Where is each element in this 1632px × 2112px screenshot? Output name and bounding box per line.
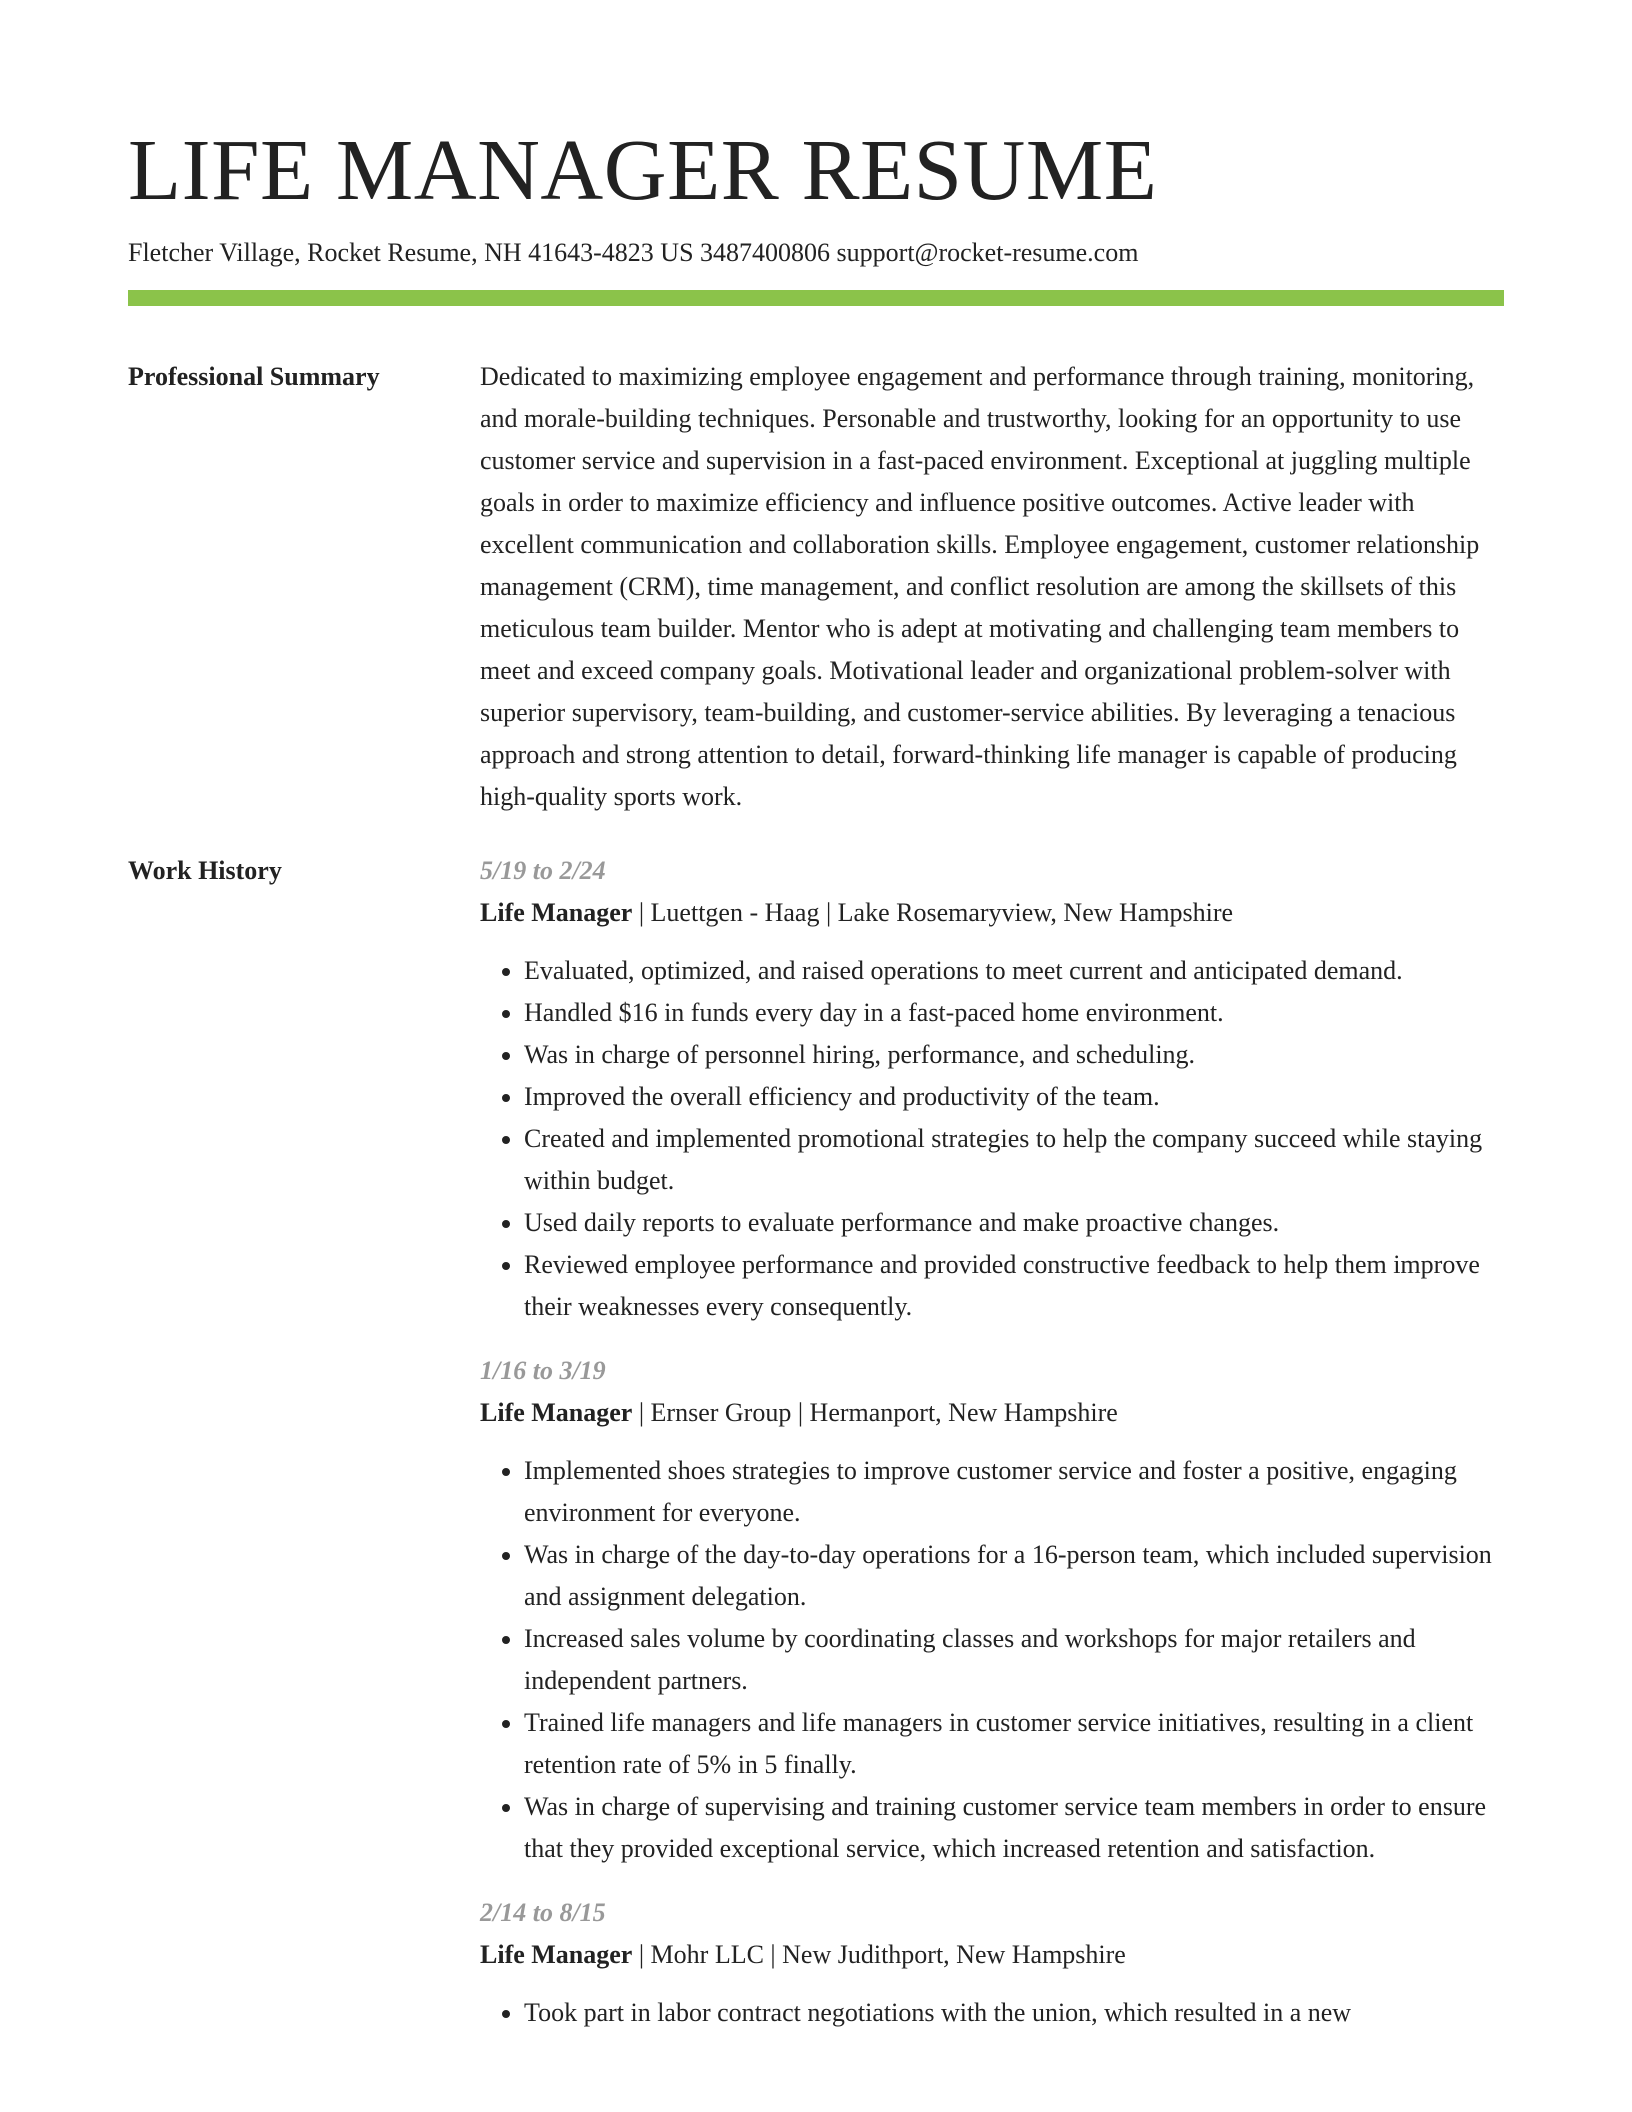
professional-summary-section: [128, 356, 1504, 818]
job-bullet: • Took part in labor contract negotiations with the union, which resulted in a new: [524, 1992, 1504, 2034]
job-entry: [480, 1350, 1504, 1870]
job-bullet: • Was in charge of personnel hiring, performance, and scheduling.: [524, 1034, 1504, 1076]
resume-page: [128, 0, 1504, 2056]
job-entry: [480, 850, 1504, 1328]
job-bullet-list: [480, 1992, 1504, 2034]
job-bullet: • Handled $16 in funds every day in a fast-paced home environment.: [524, 992, 1504, 1034]
job-bullet: • Improved the overall efficiency and productivity of the team.: [524, 1076, 1504, 1118]
job-title: Life Manager: [480, 1940, 633, 1969]
section-label-professional-summary: Professional Summary: [128, 362, 380, 391]
work-history-section: [128, 850, 1504, 2056]
job-dates: 5/19 to 2/24: [480, 856, 606, 885]
job-bullet: • Trained life managers and life managers in customer service initiatives, resulting in a client retention rate of 5% in 5 finally.: [524, 1702, 1504, 1786]
job-header: [480, 892, 1504, 934]
summary-body: [480, 356, 1504, 818]
page-title: LIFE MANAGER RESUME: [128, 121, 1158, 218]
contact-line: Fletcher Village, Rocket Resume, NH 41643-4823 US 3487400806 support@rocket-resume.com: [128, 238, 1139, 267]
accent-divider: [128, 290, 1504, 306]
job-dates: 1/16 to 3/19: [480, 1356, 606, 1385]
job-company-location: | Mohr LLC | New Judithport, New Hampshire: [632, 1940, 1126, 1969]
job-bullet: • Was in charge of supervising and training customer service team members in order to ensure that they provided exceptional service, which increased retention and satisfaction.: [524, 1786, 1504, 1870]
job-header: [480, 1392, 1504, 1434]
job-bullet: • Used daily reports to evaluate performance and make proactive changes.: [524, 1202, 1504, 1244]
job-bullet-list: [480, 950, 1504, 1328]
job-bullet: • Created and implemented promotional strategies to help the company succeed while staying within budget.: [524, 1118, 1504, 1202]
job-company-location: | Ernser Group | Hermanport, New Hampshire: [632, 1398, 1118, 1427]
job-title: Life Manager: [480, 1398, 633, 1427]
job-bullet: • Increased sales volume by coordinating classes and workshops for major retailers and independent partners.: [524, 1618, 1504, 1702]
job-title: Life Manager: [480, 898, 633, 927]
job-bullet: • Was in charge of the day-to-day operations for a 16-person team, which included supervision and assignment delegation.: [524, 1534, 1504, 1618]
job-header: [480, 1934, 1504, 1976]
job-bullet: • Evaluated, optimized, and raised operations to meet current and anticipated demand.: [524, 950, 1504, 992]
job-company-location: | Luettgen - Haag | Lake Rosemaryview, New Hampshire: [632, 898, 1234, 927]
job-entry: [480, 1892, 1504, 2034]
job-dates: 2/14 to 8/15: [480, 1898, 606, 1927]
job-bullet: • Implemented shoes strategies to improve customer service and foster a positive, engaging environment for everyone.: [524, 1450, 1504, 1534]
job-bullet-list: [480, 1450, 1504, 1870]
work-history-body: [480, 850, 1504, 2056]
section-label-work-history: Work History: [128, 856, 282, 885]
job-bullet: • Reviewed employee performance and provided constructive feedback to help them improve their weaknesses every consequently.: [524, 1244, 1504, 1328]
summary-text: Dedicated to maximizing employee engagement and performance through training, monitoring, and morale-building techniques. Personable and trustworthy, looking for an opportunity to use customer service and supervision in a fast-paced environment. Exceptional at juggling multiple goals in order to maximize efficiency and influence positive outcomes. Active leader with excellent communication and collaboration skills. Employee engagement, customer relationship management (CRM), time management, and conflict resolution are among the skillsets of this meticulous team builder. Mentor who is adept at motivating and challenging team members to meet and exceed company goals. Motivational leader and organizational problem-solver with superior supervisory, team-building, and customer-service abilities. By leveraging a tenacious approach and strong attention to detail, forward-thinking life manager is capable of producing high-quality sports work.: [480, 362, 1480, 811]
